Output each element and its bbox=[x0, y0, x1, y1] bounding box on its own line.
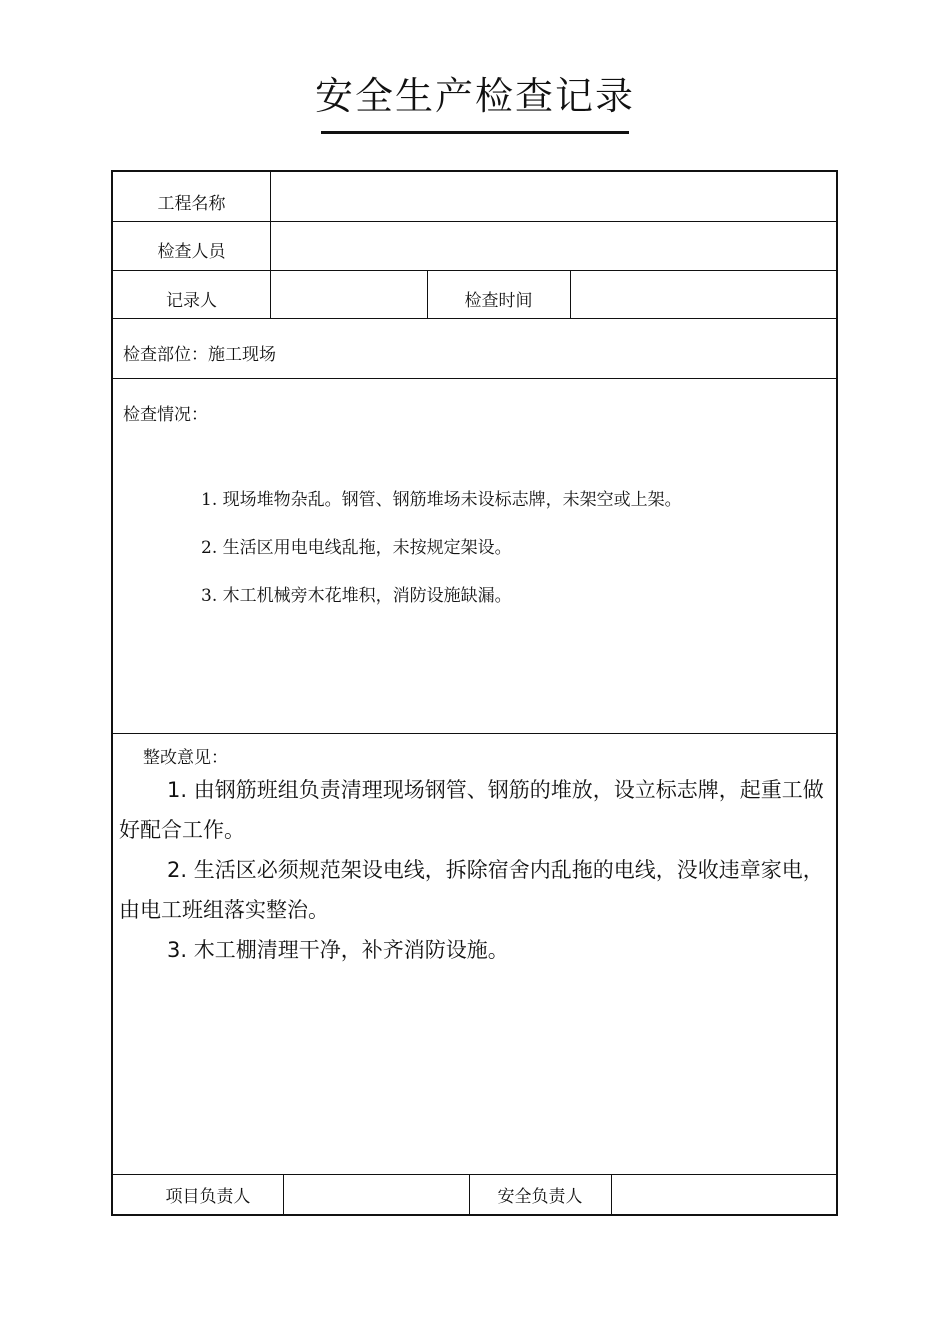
location-label: 检查部位： bbox=[123, 345, 208, 365]
inspectors-field[interactable] bbox=[271, 222, 836, 270]
row-divider bbox=[113, 318, 836, 319]
issue-item: 1. 现场堆物杂乱。钢管、钢筋堆场未设标志牌，未架空或上架。 bbox=[201, 490, 682, 510]
rectification-list bbox=[119, 770, 830, 970]
project-manager-label: 项目负责人 bbox=[165, 1187, 251, 1207]
rectification-label: 整改意见： bbox=[143, 748, 228, 768]
safety-manager-field[interactable] bbox=[612, 1175, 836, 1216]
issue-item: 3. 木工机械旁木花堆积，消防设施缺漏。 bbox=[201, 586, 512, 606]
document-title: 安全生产检查记录 bbox=[314, 74, 635, 118]
project-name-field[interactable] bbox=[271, 172, 836, 221]
rectification-item: 1. 由钢筋班组负责清理现场钢管、钢筋的堆放，设立标志牌，起重工做好配合工作。 bbox=[119, 778, 824, 842]
recorder-field[interactable] bbox=[271, 271, 427, 318]
recorder-label: 记录人 bbox=[166, 291, 217, 311]
project-name-label: 工程名称 bbox=[157, 194, 226, 214]
safety-manager-label: 安全负责人 bbox=[497, 1187, 583, 1207]
inspection-form bbox=[111, 170, 838, 1216]
rectification-item: 2. 生活区必须规范架设电线，拆除宿舍内乱拖的电线，没收违章家电，由电工班组落实整治。 bbox=[119, 858, 824, 922]
inspection-time-field[interactable] bbox=[571, 271, 836, 318]
location-value: 施工现场 bbox=[208, 345, 276, 365]
row-divider bbox=[113, 733, 836, 734]
location-line bbox=[123, 344, 276, 366]
issue-item: 2. 生活区用电电线乱拖，未按规定架设。 bbox=[201, 538, 512, 558]
row-divider bbox=[113, 378, 836, 379]
inspectors-label: 检查人员 bbox=[157, 242, 226, 262]
title-underline bbox=[321, 131, 629, 134]
project-manager-field[interactable] bbox=[284, 1175, 469, 1216]
situation-label: 检查情况： bbox=[123, 405, 208, 425]
rectification-item: 3. 木工棚清理干净，补齐消防设施。 bbox=[167, 938, 509, 962]
inspection-time-label: 检查时间 bbox=[464, 291, 533, 311]
